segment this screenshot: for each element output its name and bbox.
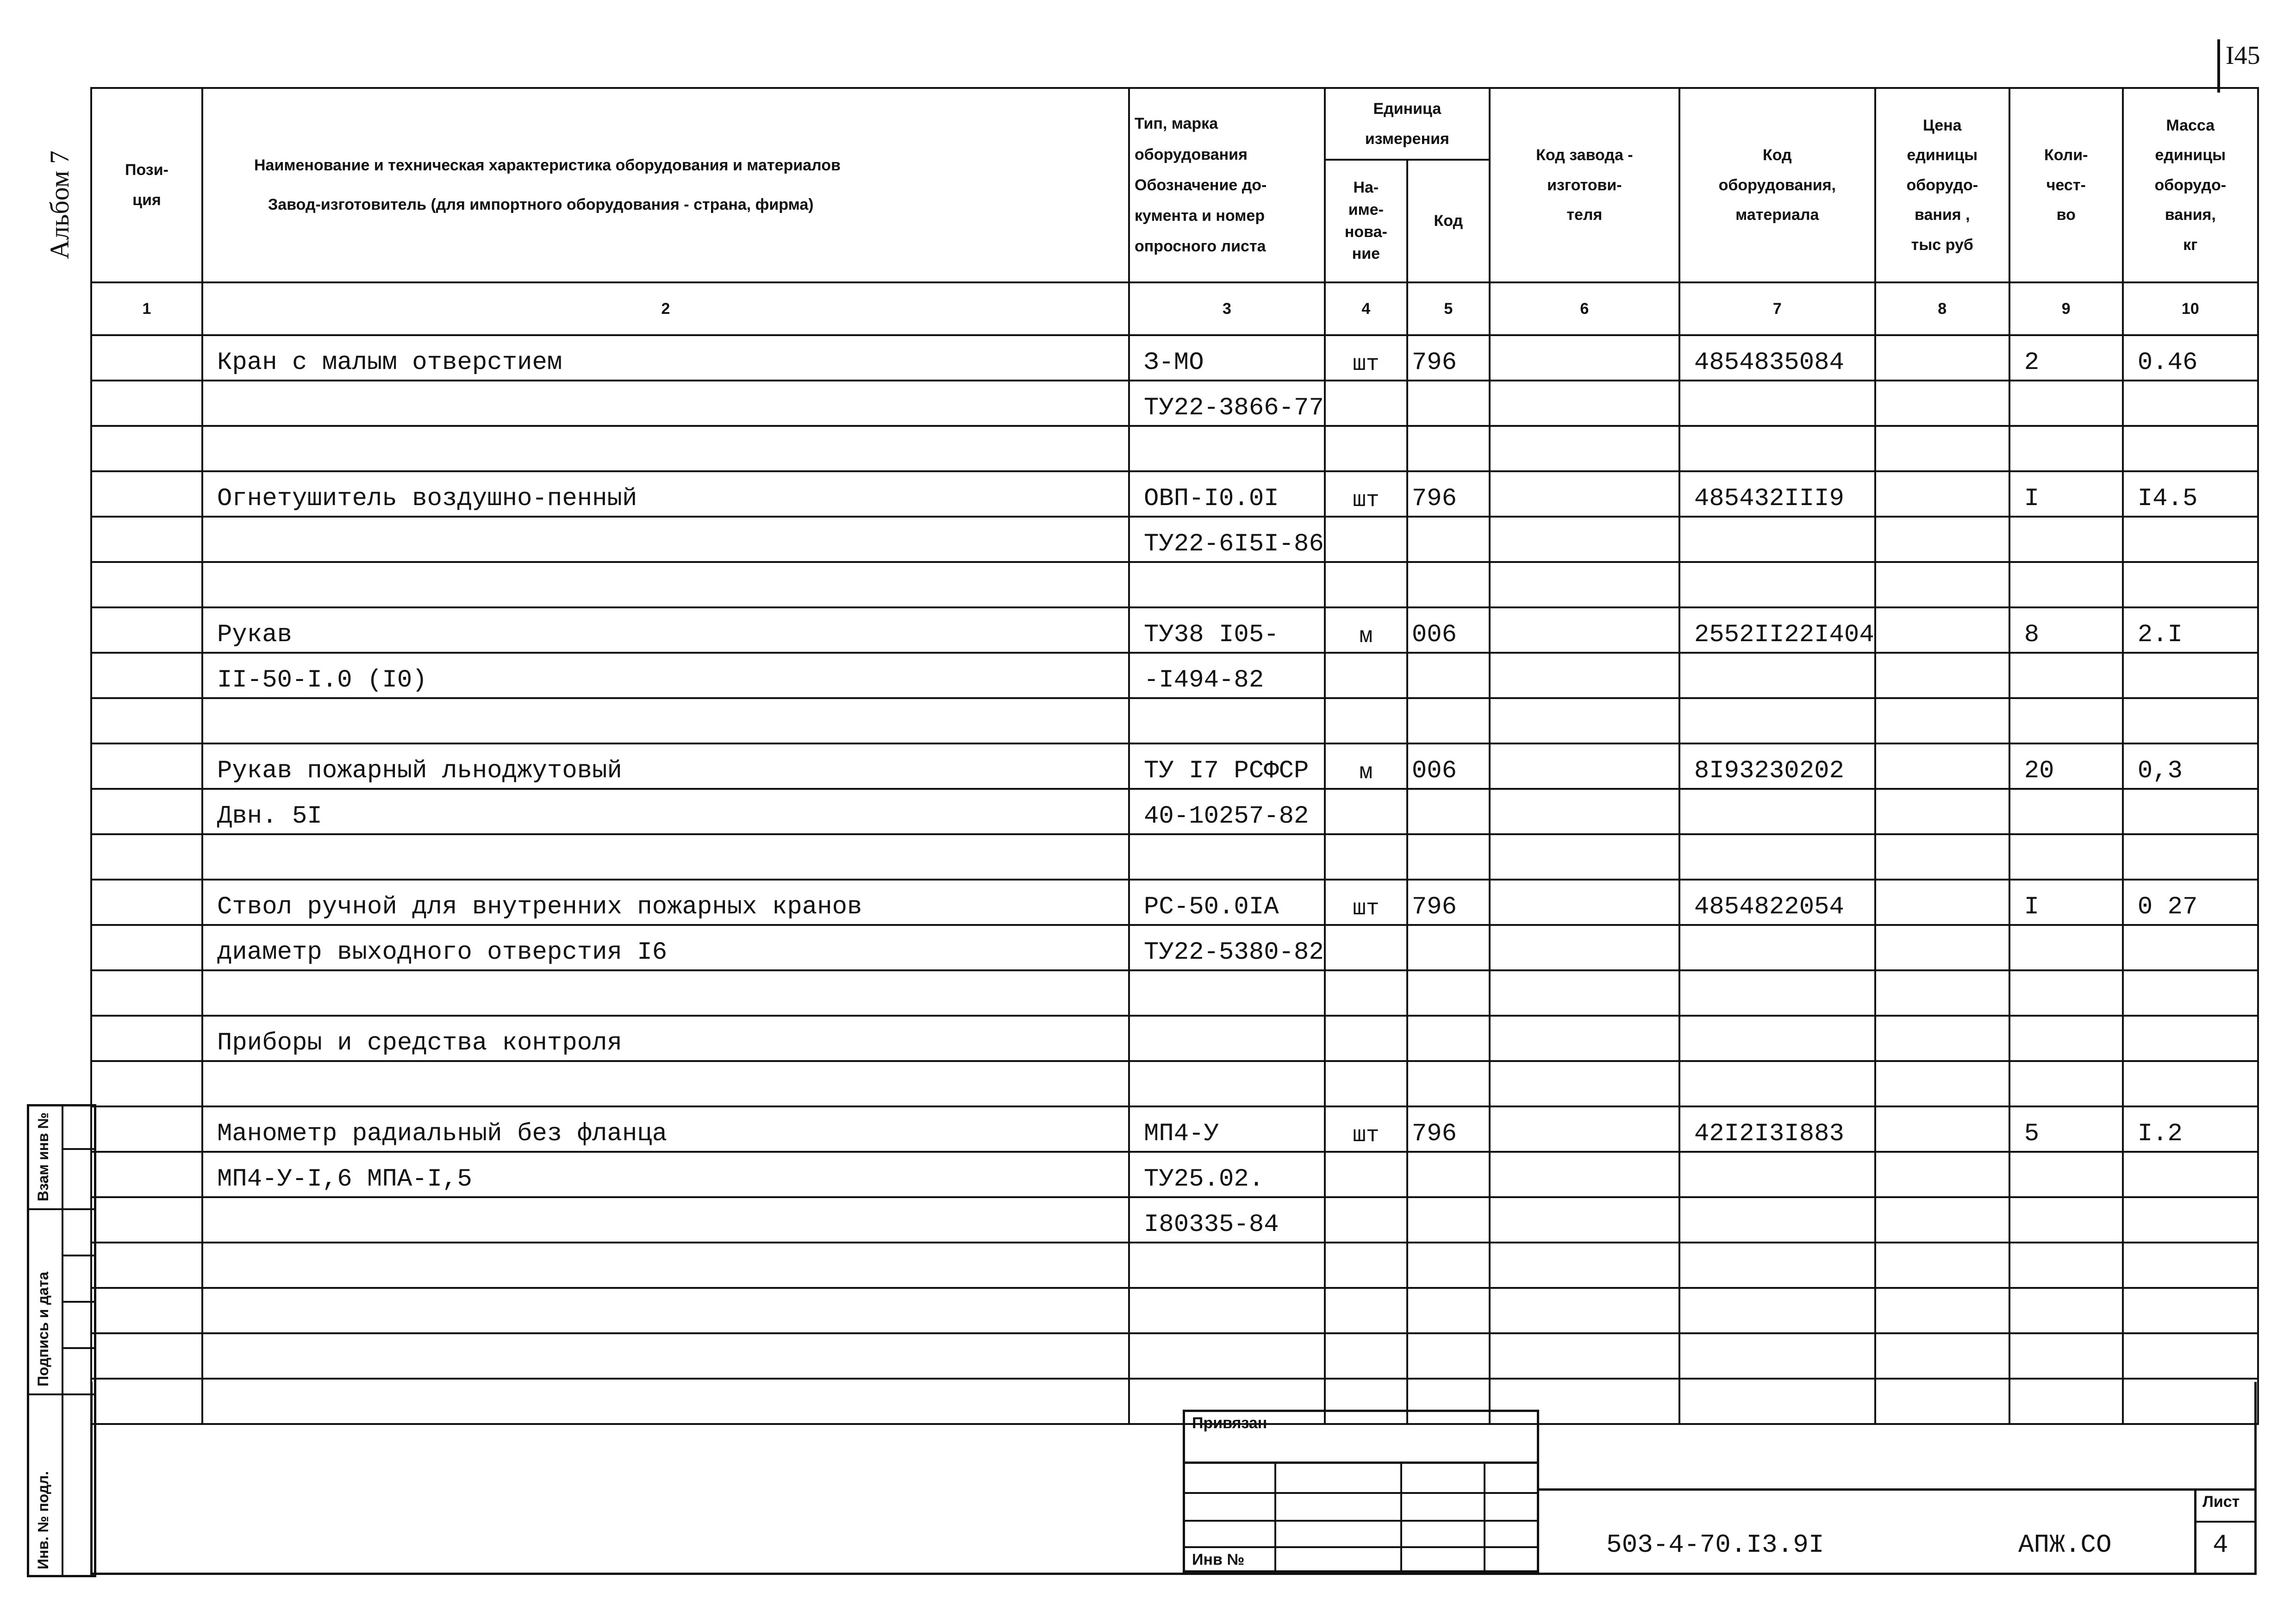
type-cell <box>1129 1016 1325 1061</box>
price-cell <box>1875 1288 2009 1333</box>
unit-name-cell <box>1325 834 1407 880</box>
table-row <box>91 607 2258 653</box>
price-cell <box>1875 607 2009 653</box>
price-cell <box>1875 1016 2009 1061</box>
type-cell: РС-50.0IА <box>1129 880 1325 925</box>
specification-body <box>91 335 2258 1424</box>
unit-name-cell: шт <box>1325 471 1407 517</box>
mass-cell <box>2123 970 2258 1016</box>
price-cell <box>1875 1197 2009 1243</box>
price-cell <box>1875 1106 2009 1152</box>
unit-name-cell <box>1325 1288 1407 1333</box>
col-number: 9 <box>2009 282 2123 335</box>
table-row <box>91 834 2258 880</box>
table-row <box>91 1016 2258 1061</box>
unit-name-cell <box>1325 1333 1407 1379</box>
table-row <box>91 1197 2258 1243</box>
type-cell <box>1129 426 1325 471</box>
mass-cell: I.2 <box>2123 1106 2258 1152</box>
quantity-cell: 8 <box>2009 607 2123 653</box>
col-number: 1 <box>91 282 202 335</box>
mass-cell: 0.46 <box>2123 335 2258 381</box>
name-cell: Манометр радиальный без фланца <box>202 1106 1129 1152</box>
position-cell <box>91 1061 202 1106</box>
type-cell: ТУ22-3866-77 <box>1129 381 1325 426</box>
unit-code-cell <box>1407 653 1490 698</box>
document-code: 503-4-70.I3.9I <box>1606 1530 1824 1560</box>
unit-code-cell <box>1407 1197 1490 1243</box>
mass-cell: 0 27 <box>2123 880 2258 925</box>
header-unit-name: На- име- нова- ние <box>1325 160 1407 282</box>
price-cell <box>1875 381 2009 426</box>
type-cell: 40-10257-82 <box>1129 789 1325 834</box>
quantity-cell: 20 <box>2009 743 2123 789</box>
quantity-cell <box>2009 653 2123 698</box>
factory-code-cell <box>1490 381 1679 426</box>
unit-name-cell: шт <box>1325 335 1407 381</box>
type-cell: I80335-84 <box>1129 1197 1325 1243</box>
equipment-code-cell <box>1679 1288 1875 1333</box>
factory-code-cell <box>1490 517 1679 562</box>
unit-name-cell <box>1325 970 1407 1016</box>
unit-code-cell <box>1407 1016 1490 1061</box>
unit-name-cell <box>1325 517 1407 562</box>
mass-cell <box>2123 562 2258 607</box>
price-cell <box>1875 834 2009 880</box>
name-cell: Двн. 5I <box>202 789 1129 834</box>
header-factory-code: Код завода - изготови- теля <box>1490 88 1679 282</box>
quantity-cell: 5 <box>2009 1106 2123 1152</box>
name-cell <box>202 1197 1129 1243</box>
unit-code-cell <box>1407 562 1490 607</box>
type-cell: ТУ38 I05- <box>1129 607 1325 653</box>
name-cell <box>202 834 1129 880</box>
table-row <box>91 970 2258 1016</box>
table-row <box>91 1106 2258 1152</box>
name-cell: диаметр выходного отверстия I6 <box>202 925 1129 970</box>
mass-cell <box>2123 834 2258 880</box>
table-row <box>91 880 2258 925</box>
position-cell <box>91 743 202 789</box>
header-quantity: Коли- чест- во <box>2009 88 2123 282</box>
equipment-code-cell <box>1679 653 1875 698</box>
header-name: Наименование и техническая характеристика оборудования и материалов Завод-изготовитель (для импортного оборудования - страна, фирма) <box>202 88 1129 282</box>
price-cell <box>1875 1152 2009 1197</box>
position-cell <box>91 426 202 471</box>
table-row <box>91 653 2258 698</box>
mass-cell <box>2123 426 2258 471</box>
unit-name-cell <box>1325 1152 1407 1197</box>
quantity-cell <box>2009 1243 2123 1288</box>
table-row <box>91 562 2258 607</box>
factory-code-cell <box>1490 1333 1679 1379</box>
unit-code-cell: 006 <box>1407 607 1490 653</box>
equipment-code-cell <box>1679 426 1875 471</box>
equipment-code-cell: 485432III9 <box>1679 471 1875 517</box>
position-cell <box>91 471 202 517</box>
col-number: 8 <box>1875 282 2009 335</box>
quantity-cell <box>2009 1061 2123 1106</box>
specification-table <box>90 87 2259 1425</box>
factory-code-cell <box>1490 698 1679 743</box>
equipment-code-cell <box>1679 517 1875 562</box>
header-price: Цена единицы оборудо- вания , тыс руб <box>1875 88 2009 282</box>
equipment-code-cell <box>1679 698 1875 743</box>
mass-cell <box>2123 698 2258 743</box>
quantity-cell: 2 <box>2009 335 2123 381</box>
name-cell <box>202 1333 1129 1379</box>
unit-code-cell <box>1407 1243 1490 1288</box>
table-row <box>91 925 2258 970</box>
position-cell <box>91 562 202 607</box>
strip-label-inv: Инв. № подл. <box>35 1471 51 1569</box>
name-cell <box>202 426 1129 471</box>
mass-cell <box>2123 1152 2258 1197</box>
factory-code-cell <box>1490 335 1679 381</box>
price-cell <box>1875 653 2009 698</box>
table-row <box>91 1061 2258 1106</box>
document-mark: АПЖ.СО <box>2018 1530 2112 1560</box>
table-row <box>91 335 2258 381</box>
type-cell <box>1129 1243 1325 1288</box>
quantity-cell <box>2009 834 2123 880</box>
strip-label-podpis: Подпись и дата <box>35 1272 51 1387</box>
unit-name-cell: шт <box>1325 880 1407 925</box>
name-cell <box>202 517 1129 562</box>
type-cell <box>1129 1333 1325 1379</box>
equipment-code-cell <box>1679 1152 1875 1197</box>
type-cell <box>1129 562 1325 607</box>
table-row <box>91 517 2258 562</box>
unit-code-cell: 006 <box>1407 743 1490 789</box>
strip-label-vzam: Взам инв № <box>35 1112 51 1201</box>
price-cell <box>1875 970 2009 1016</box>
privyazan-label: Привязан <box>1192 1414 1267 1432</box>
unit-code-cell <box>1407 1288 1490 1333</box>
unit-code-cell: 796 <box>1407 335 1490 381</box>
unit-name-cell <box>1325 925 1407 970</box>
unit-code-cell: 796 <box>1407 1106 1490 1152</box>
sheet-number: 4 <box>2213 1530 2228 1560</box>
header-type: Тип, марка оборудования Обозначение до- кумента и номер опросного листа <box>1129 88 1325 282</box>
price-cell <box>1875 743 2009 789</box>
mass-cell <box>2123 1333 2258 1379</box>
quantity-cell <box>2009 1016 2123 1061</box>
equipment-code-cell <box>1679 834 1875 880</box>
quantity-cell: I <box>2009 880 2123 925</box>
position-cell <box>91 834 202 880</box>
name-cell <box>202 1288 1129 1333</box>
type-cell <box>1129 970 1325 1016</box>
type-cell: МП4-У <box>1129 1106 1325 1152</box>
mass-cell: I4.5 <box>2123 471 2258 517</box>
price-cell <box>1875 471 2009 517</box>
strip-cell-inv <box>29 1440 62 1575</box>
unit-code-cell <box>1407 789 1490 834</box>
inv-no-label: Инв № <box>1192 1551 1245 1568</box>
name-cell: Приборы и средства контроля <box>202 1016 1129 1061</box>
unit-code-cell <box>1407 426 1490 471</box>
type-cell: ОВП-I0.0I <box>1129 471 1325 517</box>
type-cell: ТУ22-6I5I-86 <box>1129 517 1325 562</box>
table-row <box>91 426 2258 471</box>
equipment-code-cell <box>1679 1061 1875 1106</box>
page-number: I45 <box>2226 41 2260 70</box>
mass-cell <box>2123 1243 2258 1288</box>
factory-code-cell <box>1490 562 1679 607</box>
factory-code-cell <box>1490 607 1679 653</box>
quantity-cell <box>2009 517 2123 562</box>
equipment-code-cell <box>1679 1197 1875 1243</box>
price-cell <box>1875 426 2009 471</box>
sheet-label: Лист <box>2202 1493 2240 1511</box>
unit-code-cell: 796 <box>1407 880 1490 925</box>
equipment-code-cell <box>1679 789 1875 834</box>
unit-name-cell <box>1325 653 1407 698</box>
col-number: 7 <box>1679 282 1875 335</box>
unit-name-cell <box>1325 698 1407 743</box>
unit-name-cell <box>1325 1061 1407 1106</box>
unit-name-cell <box>1325 562 1407 607</box>
quantity-cell: I <box>2009 471 2123 517</box>
unit-code-cell: 796 <box>1407 471 1490 517</box>
factory-code-cell <box>1490 1152 1679 1197</box>
album-label: Альбом 7 <box>44 150 75 259</box>
position-cell <box>91 880 202 925</box>
name-cell: Ствол ручной для внутренних пожарных кранов <box>202 880 1129 925</box>
name-cell <box>202 1243 1129 1288</box>
factory-code-cell <box>1490 834 1679 880</box>
factory-code-cell <box>1490 1016 1679 1061</box>
equipment-code-cell <box>1679 1333 1875 1379</box>
quantity-cell <box>2009 381 2123 426</box>
table-row <box>91 698 2258 743</box>
name-cell <box>202 562 1129 607</box>
table-row <box>91 1152 2258 1197</box>
factory-code-cell <box>1490 1106 1679 1152</box>
equipment-code-cell: 8I93230202 <box>1679 743 1875 789</box>
equipment-code-cell: 2552II22I404 <box>1679 607 1875 653</box>
quantity-cell <box>2009 925 2123 970</box>
unit-code-cell <box>1407 834 1490 880</box>
position-cell <box>91 381 202 426</box>
mass-cell <box>2123 1197 2258 1243</box>
equipment-code-cell: 42I2I3I883 <box>1679 1106 1875 1152</box>
name-cell: МП4-У-I,6 МПА-I,5 <box>202 1152 1129 1197</box>
name-cell: Рукав <box>202 607 1129 653</box>
position-cell <box>91 335 202 381</box>
mass-cell <box>2123 925 2258 970</box>
price-cell <box>1875 1243 2009 1288</box>
price-cell <box>1875 517 2009 562</box>
table-row <box>91 471 2258 517</box>
type-cell: ТУ25.02. <box>1129 1152 1325 1197</box>
position-cell <box>91 1243 202 1288</box>
factory-code-cell <box>1490 1061 1679 1106</box>
equipment-code-cell <box>1679 1016 1875 1061</box>
mass-cell: 2.I <box>2123 607 2258 653</box>
position-cell <box>91 607 202 653</box>
quantity-cell <box>2009 1152 2123 1197</box>
price-cell <box>1875 698 2009 743</box>
type-cell: З-МО <box>1129 335 1325 381</box>
name-cell <box>202 698 1129 743</box>
factory-code-cell <box>1490 653 1679 698</box>
table-row <box>91 381 2258 426</box>
mass-cell <box>2123 1288 2258 1333</box>
unit-name-cell: м <box>1325 607 1407 653</box>
bottom-frame <box>90 1382 2257 1575</box>
position-cell <box>91 1016 202 1061</box>
quantity-cell <box>2009 426 2123 471</box>
type-cell: ТУ I7 РСФСР <box>1129 743 1325 789</box>
strip-cell-vzam <box>29 1106 62 1210</box>
col-number: 4 <box>1325 282 1407 335</box>
position-cell <box>91 698 202 743</box>
unit-code-cell <box>1407 970 1490 1016</box>
unit-name-cell <box>1325 1016 1407 1061</box>
unit-code-cell <box>1407 517 1490 562</box>
factory-code-cell <box>1490 880 1679 925</box>
mass-cell <box>2123 1016 2258 1061</box>
position-cell <box>91 517 202 562</box>
header-position: Пози- ция <box>91 88 202 282</box>
quantity-cell <box>2009 1288 2123 1333</box>
unit-code-cell <box>1407 1333 1490 1379</box>
type-cell <box>1129 698 1325 743</box>
header-unit-group: Единица измерения <box>1325 88 1490 160</box>
quantity-cell <box>2009 970 2123 1016</box>
price-cell <box>1875 925 2009 970</box>
position-cell <box>91 970 202 1016</box>
col-number: 2 <box>202 282 1129 335</box>
left-approval-strip <box>27 1104 96 1577</box>
position-cell <box>91 925 202 970</box>
position-cell <box>91 1288 202 1333</box>
unit-code-cell <box>1407 1061 1490 1106</box>
quantity-cell <box>2009 1197 2123 1243</box>
title-block-line <box>1539 1488 2254 1491</box>
name-cell: Огнетушитель воздушно-пенный <box>202 471 1129 517</box>
name-cell: Кран с малым отверстием <box>202 335 1129 381</box>
name-cell <box>202 970 1129 1016</box>
privyazan-stamp <box>1183 1410 1539 1573</box>
quantity-cell <box>2009 789 2123 834</box>
header-mass: Масса единицы оборудо- вания, кг <box>2123 88 2258 282</box>
strip-cell-podpis <box>29 1245 62 1395</box>
equipment-code-cell <box>1679 925 1875 970</box>
mass-cell <box>2123 789 2258 834</box>
mass-cell <box>2123 653 2258 698</box>
name-cell: Рукав пожарный льноджутовый <box>202 743 1129 789</box>
equipment-code-cell: 4854835084 <box>1679 335 1875 381</box>
col-number: 6 <box>1490 282 1679 335</box>
type-cell <box>1129 1288 1325 1333</box>
header-equipment-code: Код оборудования, материала <box>1679 88 1875 282</box>
type-cell: ТУ22-5380-82 <box>1129 925 1325 970</box>
quantity-cell <box>2009 698 2123 743</box>
mass-cell <box>2123 381 2258 426</box>
unit-name-cell: шт <box>1325 1106 1407 1152</box>
type-cell: -I494-82 <box>1129 653 1325 698</box>
factory-code-cell <box>1490 743 1679 789</box>
header-unit-code: Код <box>1407 160 1490 282</box>
position-cell <box>91 1333 202 1379</box>
page-number-bar <box>2217 39 2220 93</box>
unit-code-cell <box>1407 925 1490 970</box>
table-row <box>91 1333 2258 1379</box>
factory-code-cell <box>1490 925 1679 970</box>
equipment-code-cell <box>1679 381 1875 426</box>
equipment-code-cell: 4854822054 <box>1679 880 1875 925</box>
factory-code-cell <box>1490 471 1679 517</box>
table-row <box>91 743 2258 789</box>
col-number: 3 <box>1129 282 1325 335</box>
mass-cell <box>2123 1061 2258 1106</box>
mass-cell: 0,3 <box>2123 743 2258 789</box>
col-number: 5 <box>1407 282 1490 335</box>
table-row <box>91 789 2258 834</box>
unit-code-cell <box>1407 1152 1490 1197</box>
quantity-cell <box>2009 562 2123 607</box>
unit-name-cell <box>1325 1243 1407 1288</box>
quantity-cell <box>2009 1333 2123 1379</box>
unit-code-cell <box>1407 698 1490 743</box>
equipment-code-cell <box>1679 970 1875 1016</box>
price-cell <box>1875 335 2009 381</box>
unit-name-cell <box>1325 789 1407 834</box>
col-number: 10 <box>2123 282 2258 335</box>
price-cell <box>1875 562 2009 607</box>
position-cell <box>91 1152 202 1197</box>
unit-name-cell <box>1325 426 1407 471</box>
unit-name-cell <box>1325 381 1407 426</box>
factory-code-cell <box>1490 1197 1679 1243</box>
table-row <box>91 1243 2258 1288</box>
unit-name-cell: м <box>1325 743 1407 789</box>
type-cell <box>1129 834 1325 880</box>
price-cell <box>1875 789 2009 834</box>
type-cell <box>1129 1061 1325 1106</box>
name-cell <box>202 1061 1129 1106</box>
equipment-code-cell <box>1679 562 1875 607</box>
factory-code-cell <box>1490 970 1679 1016</box>
name-cell <box>202 381 1129 426</box>
mass-cell <box>2123 517 2258 562</box>
price-cell <box>1875 1061 2009 1106</box>
factory-code-cell <box>1490 1243 1679 1288</box>
price-cell <box>1875 880 2009 925</box>
unit-code-cell <box>1407 381 1490 426</box>
position-cell <box>91 653 202 698</box>
unit-name-cell <box>1325 1197 1407 1243</box>
name-cell: II-50-I.0 (I0) <box>202 653 1129 698</box>
price-cell <box>1875 1333 2009 1379</box>
table-row <box>91 1288 2258 1333</box>
position-cell <box>91 789 202 834</box>
position-cell <box>91 1197 202 1243</box>
factory-code-cell <box>1490 1288 1679 1333</box>
factory-code-cell <box>1490 426 1679 471</box>
position-cell <box>91 1106 202 1152</box>
factory-code-cell <box>1490 789 1679 834</box>
equipment-code-cell <box>1679 1243 1875 1288</box>
